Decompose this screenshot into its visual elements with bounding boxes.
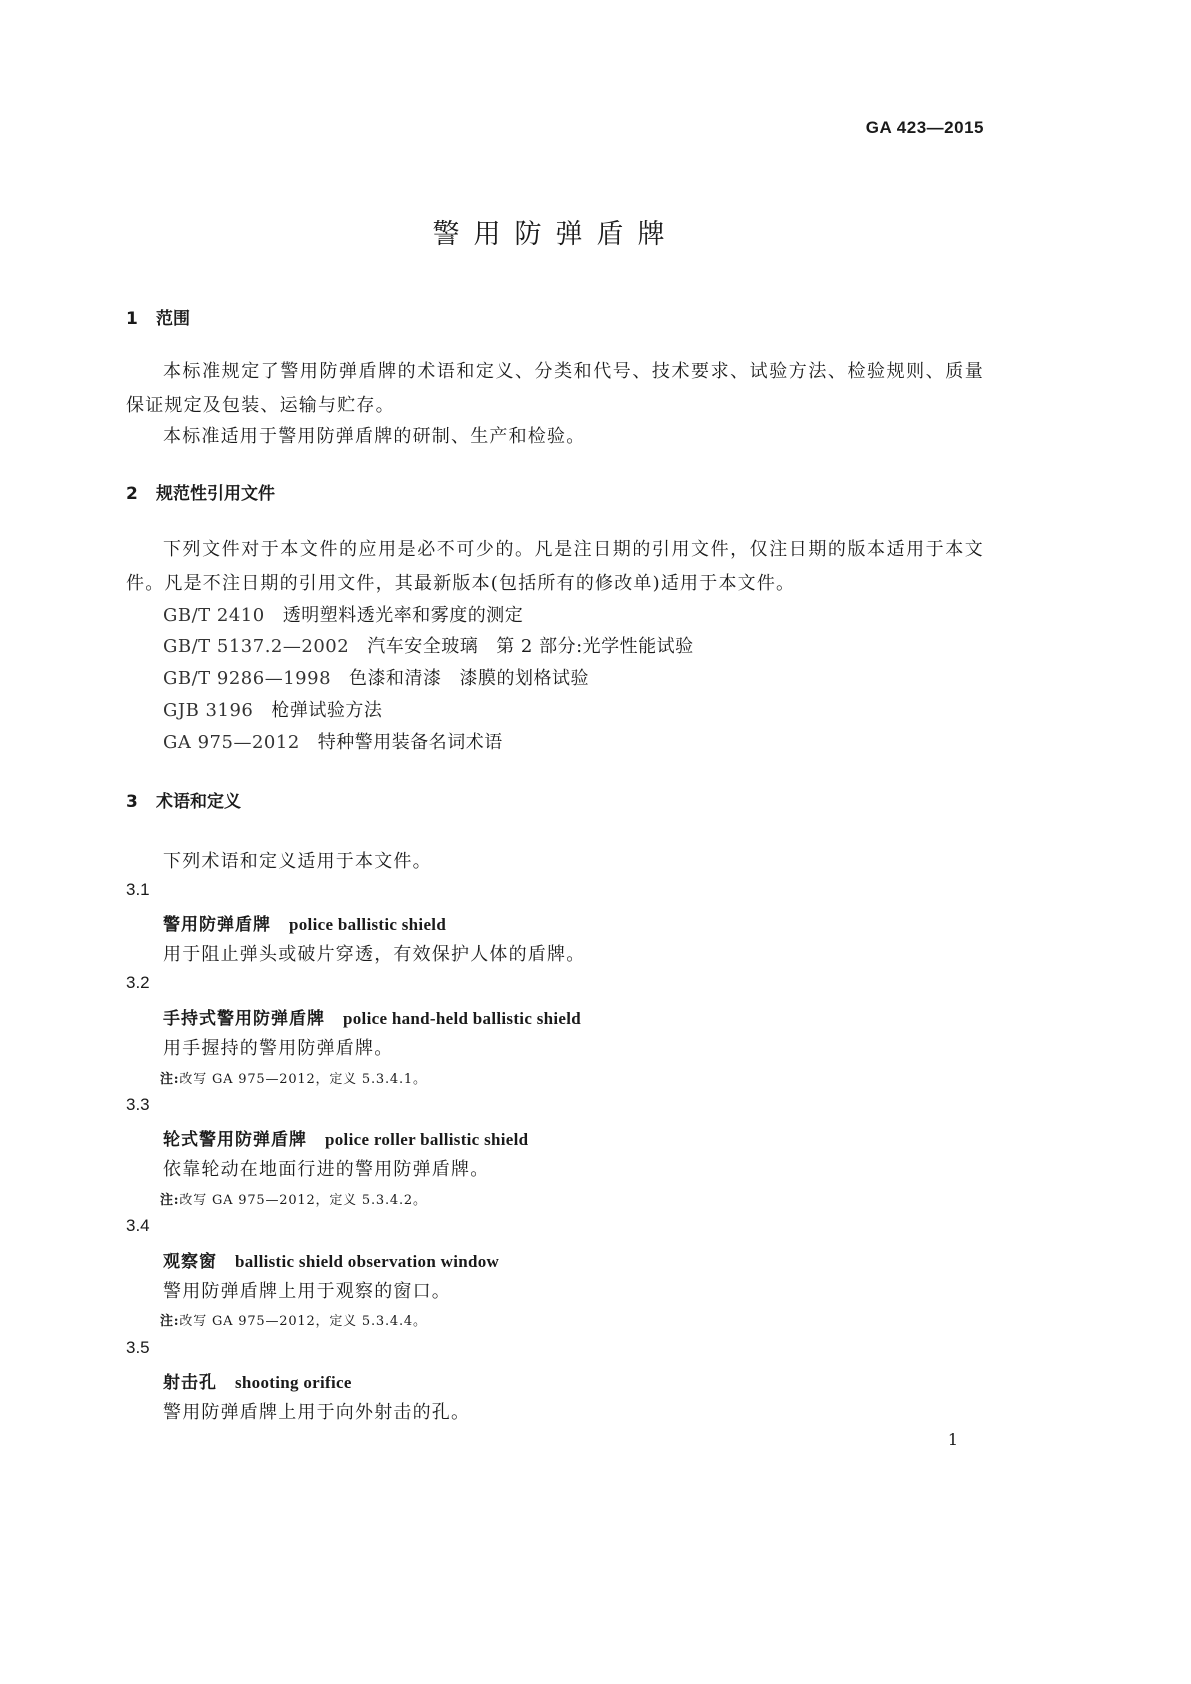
reference-subtitle: 漆膜的划格试验 [459,668,590,689]
page-number: 1 [947,1430,958,1449]
term-chinese: 手持式警用防弹盾牌 [163,1009,325,1029]
reference-title: 特种警用装备名词术语 [317,732,503,753]
term-number: 3.4 [126,1216,150,1235]
section-title: 规范性引用文件 [156,484,275,504]
term-heading [163,1247,499,1272]
term-number: 3.2 [126,973,150,992]
term-chinese: 射击孔 [163,1373,217,1393]
reference-code: GB/T 9286—1998 [163,668,332,689]
term-number: 3.1 [126,880,150,899]
reference-item [163,601,523,627]
reference-item [163,632,694,658]
section-heading-1 [126,304,190,329]
section-number: 3 [126,792,138,812]
term-english: ballistic shield observation window [235,1252,500,1271]
section-title: 范围 [156,309,190,329]
reference-item [163,664,589,690]
term-heading [163,910,446,935]
reference-title: 透明塑料透光率和雾度的测定 [282,605,524,626]
term-definition: 警用防弹盾牌上用于观察的窗口。 [163,1281,451,1302]
section-heading-2 [126,479,275,504]
term-chinese: 警用防弹盾牌 [163,915,271,935]
scope-paragraph-1: 本标准规定了警用防弹盾牌的术语和定义、分类和代号、技术要求、试验方法、检验规则、质量保证规定及包装、运输与贮存。 [126,361,984,416]
term-note [160,1310,427,1329]
term-number: 3.3 [126,1095,150,1114]
section-heading-3 [126,787,241,812]
reference-item [163,696,382,722]
terms-intro: 下列术语和定义适用于本文件。 [163,851,432,872]
note-label: 注: [160,1314,180,1329]
standard-code: GA 423—2015 [865,118,984,137]
term-definition: 警用防弹盾牌上用于向外射击的孔。 [163,1402,471,1423]
term-chinese: 轮式警用防弹盾牌 [163,1130,307,1150]
term-note [160,1068,427,1087]
scope-paragraph-2: 本标准适用于警用防弹盾牌的研制、生产和检验。 [163,426,586,447]
section-number: 2 [126,484,138,504]
term-chinese: 观察窗 [163,1252,217,1272]
reference-code: GJB 3196 [163,700,254,721]
note-label: 注: [160,1193,180,1208]
term-english: police roller ballistic shield [325,1130,529,1149]
term-definition: 依靠轮动在地面行进的警用防弹盾牌。 [163,1159,490,1180]
reference-code: GA 975—2012 [163,732,300,753]
document-title: 警用防弹盾牌 [432,219,679,250]
reference-code: GB/T 2410 [163,605,265,626]
term-definition: 用于阻止弹头或破片穿透，有效保护人体的盾牌。 [163,944,586,965]
term-english: police ballistic shield [289,915,447,934]
term-definition: 用手握持的警用防弹盾牌。 [163,1038,394,1059]
term-heading [163,1004,581,1029]
note-text: 改写 GA 975—2012，定义 5.3.4.2。 [179,1193,427,1208]
reference-title: 枪弹试验方法 [271,700,383,721]
term-number: 3.5 [126,1338,150,1357]
section-number: 1 [126,309,138,329]
reference-subtitle: 第 2 部分:光学性能试验 [496,636,694,657]
term-english: police hand-held ballistic shield [343,1009,582,1028]
term-heading [163,1125,528,1150]
references-intro: 下列文件对于本文件的应用是必不可少的。凡是注日期的引用文件，仅注日期的版本适用于本文件。凡是不注日期的引用文件，其最新版本(包括所有的修改单)适用于本文件。 [126,539,984,594]
term-heading [163,1368,352,1393]
section-title: 术语和定义 [156,792,241,812]
reference-item [163,728,503,754]
reference-code: GB/T 5137.2—2002 [163,636,350,657]
note-label: 注: [160,1072,180,1087]
note-text: 改写 GA 975—2012，定义 5.3.4.1。 [179,1072,427,1087]
term-note [160,1189,427,1208]
reference-title: 色漆和清漆 [349,668,442,689]
reference-title: 汽车安全玻璃 [367,636,479,657]
note-text: 改写 GA 975—2012，定义 5.3.4.4。 [179,1314,427,1329]
term-english: shooting orifice [235,1373,352,1392]
